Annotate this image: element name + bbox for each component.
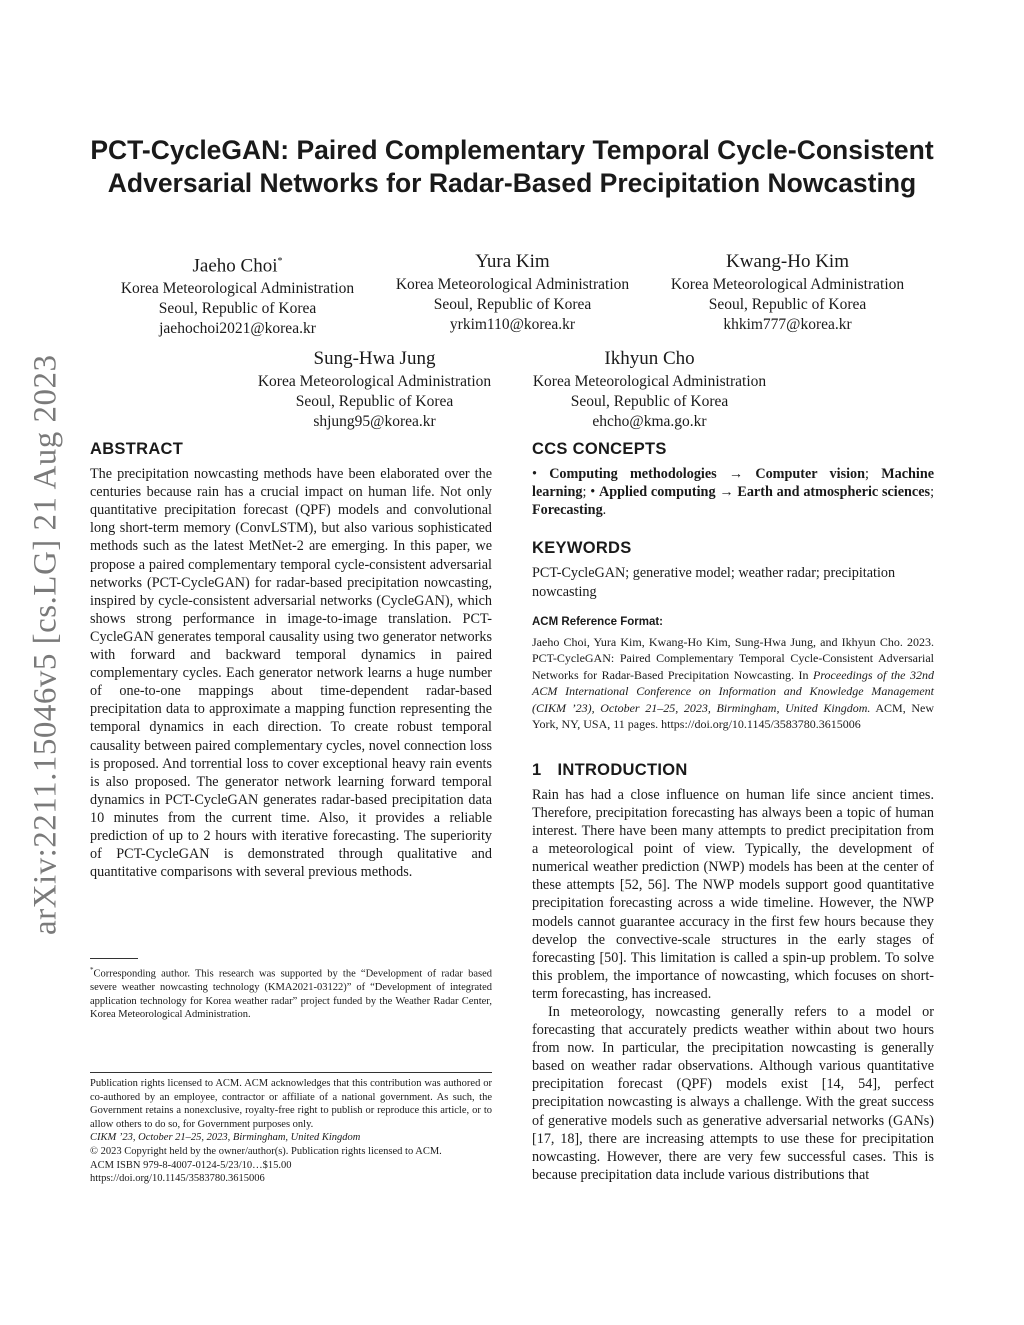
reference-format-text: Jaeho Choi, Yura Kim, Kwang-Ho Kim, Sung-Hwa Jung, and Ikhyun Cho. 2023. PCT-CycleGAN: Paired Complementary Temporal Cycle-Consistent Adversarial Networks for Radar-Based Precipitation Nowcasting. In Proceedings of the 32nd ACM International Conference on Information and Knowledge Management (CIKM ’23), October 21–25, 2023, Birmingham, United Kingdom. ACM, New York, NY, USA, 11 pages. https://doi.org/10.1145/3583780.3615006 [532, 634, 934, 732]
author-affiliation: Korea Meteorological Administration [120, 280, 355, 298]
keywords-text: PCT-CycleGAN; generative model; weather radar; precipitation nowcasting [532, 565, 896, 600]
ccs-concepts: • Computing methodologies → Computer vision; Machine learning; • Applied computing → Earth and atmospheric sciences; Forecasting. [532, 466, 935, 519]
publication-venue: CIKM ’23, October 21–25, 2023, Birmingham, United Kingdom [90, 1132, 361, 1144]
author-email[interactable]: yrkim110@korea.kr [449, 316, 576, 333]
publication-doi[interactable]: https://doi.org/10.1145/3583780.3615006 [90, 1173, 265, 1185]
ccs-heading: CCS CONCEPTS [532, 440, 667, 458]
corresponding-mark: * [277, 256, 283, 267]
author-email[interactable]: shjung95@korea.kr [313, 413, 436, 430]
introduction-heading: 1 INTRODUCTION [532, 760, 688, 779]
author-block [375, 250, 650, 335]
author-location: Seoul, Republic of Korea [708, 296, 867, 313]
footnote [90, 964, 492, 1022]
publication-rule [90, 1072, 492, 1073]
introduction-paragraph: In meteorology, nowcasting generally refers to a model or forecasting that accurately predicts weather within about two hours from now. In particular, the precipitation nowcasting is generally based on weather radar observations. Although various quantitative precipitation forecast (QPF) models exist [14, 54], perfect precipitation nowcasting is always a challenge. With the great success of generative models such as generative adversarial networks (GANs) [17, 18], there are increasing attempts to use these for precipitation nowcasting. However, there are very few successful cases. This is because precipitation data include various distributions that [532, 1003, 934, 1183]
author-name: Yura Kim [475, 251, 550, 272]
left-column [90, 440, 492, 881]
author-email[interactable]: khkim777@korea.kr [723, 316, 852, 333]
author-block [650, 250, 925, 335]
abstract-heading: ABSTRACT [90, 440, 184, 458]
footnote-text: Corresponding author. This research was supported by the “Development of radar based severe weather nowcasting technology (KMA2021-03122)” of “Development of integrated application technology for Korea weather radar” project funded by the Weather Radar Center, Korea Meteorological Administration. [90, 968, 492, 1021]
footnote-mark: * [90, 966, 94, 974]
paper-title: PCT-CycleGAN: Paired Complementary Temporal Cycle-Consistent Adversarial Networks for Radar-Based Precipitation Nowcasting [90, 135, 934, 198]
publication-info [90, 1077, 492, 1186]
reference-format-heading: ACM Reference Format: [532, 615, 663, 628]
keywords-heading: KEYWORDS [532, 539, 632, 558]
right-column [532, 440, 934, 1184]
author-name: Ikhyun Cho [604, 348, 695, 369]
footnote-rule [90, 958, 138, 959]
author-location: Seoul, Republic of Korea [570, 393, 729, 410]
publication-isbn: ACM ISBN 979-8-4007-0124-5/23/10…$15.00 [90, 1159, 292, 1171]
author-block [100, 250, 375, 339]
author-location: Seoul, Republic of Korea [295, 393, 454, 410]
author-name: Kwang-Ho Kim [726, 251, 849, 272]
author-affiliation: Korea Meteorological Administration [257, 373, 492, 390]
abstract-text: The precipitation nowcasting methods have been elaborated over the centuries because rain has a crucial impact on human life. Not only quantitative precipitation forecast (QPF) models and convolutional long short-term memory (ConvLSTM), but also various sophisticated methods such as the latest MetNet-2 are emerging. In this paper, we propose a paired complementary temporal cycle-consistent adversarial networks (PCT-CycleGAN) for radar-based precipitation nowcasting, inspired by cycle-consistent adversarial networks (CycleGAN), which shows strong performance in image-to-image translation. PCT-CycleGAN generates temporal causality using two generator networks with forward and backward temporal dynamics in paired complementary cycles. Each generator network learns a huge number of one-to-one mappings about time-dependent radar-based precipitation data to approximate a mapping function representing the temporal dynamics in each direction. To create robust temporal causality between paired complementary cycles, novel connection loss is proposed. And torrential loss to cover exceptional heavy rain events is also proposed. The generator network learning forward temporal dynamics in PCT-CycleGAN generates radar-based precipitation data 10 minutes from the current time. Also, it provides a reliable prediction of up to 2 hours with iterative forecasting. The superiority of PCT-CycleGAN is demonstrated through qualitative and quantitative comparisons with several previous methods. [90, 466, 492, 881]
publication-rights: Publication rights licensed to ACM. ACM acknowledges that this contribution was authored or co-authored by an employee, contractor or affiliate of a national government. As such, the Government retains a nonexclusive, royalty-free right to publish or reproduce this article, or to allow others to do so, for Government purposes only. [90, 1078, 492, 1130]
arxiv-identifier: arXiv:2211.15046v5 [cs.LG] 21 Aug 2023 [27, 354, 64, 936]
author-affiliation: Korea Meteorological Administration [395, 276, 630, 293]
author-email[interactable]: ehcho@kma.go.kr [592, 413, 707, 430]
author-affiliation: Korea Meteorological Administration [532, 373, 767, 390]
author-location: Seoul, Republic of Korea [158, 300, 317, 318]
author-block [237, 347, 512, 432]
author-location: Seoul, Republic of Korea [433, 296, 592, 313]
author-affiliation: Korea Meteorological Administration [670, 276, 905, 293]
introduction-paragraph: Rain has had a close influence on human life since ancient times. Therefore, precipitation forecasting has always been a topic of human interest. There have been many attempts to predict precipitation from a meteorological point of view. Typically, the development of numerical weather prediction (NWP) models has been at the center of these attempts [52, 56]. The NWP models support good quantitative precipitation forecasting across a wide timeline. However, the NWP models cannot guarantee accuracy in the first few hours because they develop the convective-scale structures in the early stages of forecasting [50]. This limitation is called a spin-up problem. To solve this problem, the importance of nowcasting, which focuses on short-term forecasting, has increased. [532, 786, 934, 1002]
author-name: Jaeho Choi* [192, 255, 283, 277]
author-email[interactable]: jaehochoi2021@korea.kr [159, 320, 316, 338]
publication-copyright: © 2023 Copyright held by the owner/author(s). Publication rights licensed to ACM. [90, 1145, 442, 1157]
author-name: Sung-Hwa Jung [313, 348, 436, 369]
author-block [512, 347, 787, 432]
